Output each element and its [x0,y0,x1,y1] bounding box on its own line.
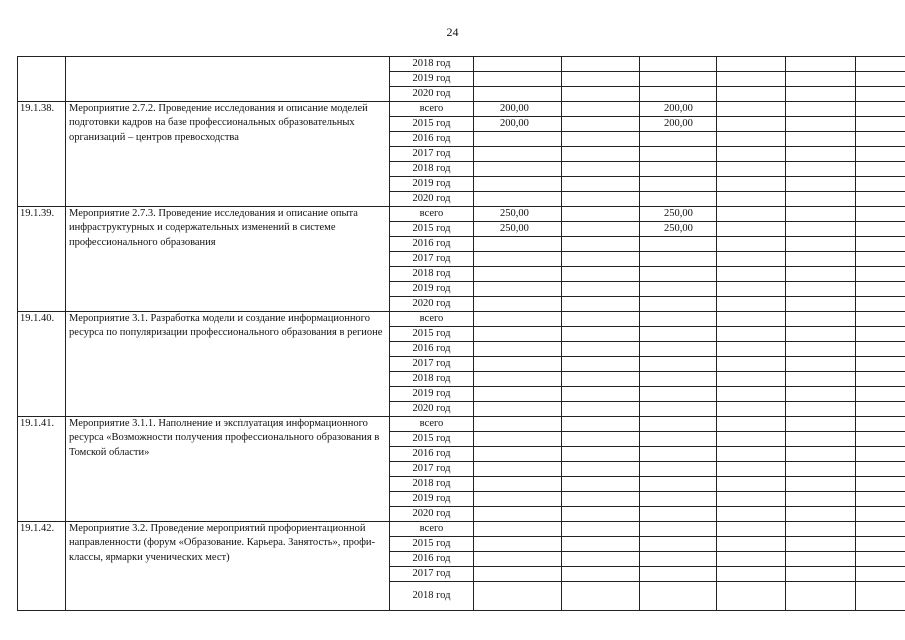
value-total [474,237,562,252]
value-cell-9 [856,177,905,192]
value-cell-7 [717,222,786,237]
continuation-row [18,57,905,72]
value-cell-9 [856,327,905,342]
year-cell: всего [390,102,474,117]
value-regional [640,507,717,522]
value-cell-7 [717,387,786,402]
value-cell-5 [562,342,640,357]
item-description: Мероприятие 3.1. Разработка модели и создание информационного ресурса по популяризации профессионального образования в регионе [66,312,390,417]
value-cell-5 [562,567,640,582]
value-regional [640,402,717,417]
value-regional [640,357,717,372]
value-cell-7 [717,522,786,537]
value-cell-9 [856,552,905,567]
value-total [474,432,562,447]
value-total [474,192,562,207]
value-cell-7 [717,342,786,357]
value-cell-7 [717,447,786,462]
value-cell-7 [717,87,786,102]
value-cell-5 [562,372,640,387]
item-description: Мероприятие 3.2. Проведение мероприятий профориентационной направленности (форум «Образование. Карьера. Занятость», профи-классы, ярмарки ученических мест) [66,522,390,611]
value-cell-7 [717,357,786,372]
value-cell-8 [786,432,856,447]
value-cell-9 [856,267,905,282]
value-regional: 250,00 [640,207,717,222]
value-cell-9 [856,117,905,132]
value-total [474,132,562,147]
year-cell: 2016 год [390,237,474,252]
year-cell: 2016 год [390,447,474,462]
value-cell-7 [717,132,786,147]
value-regional [640,147,717,162]
table-row [18,207,905,222]
year-cell: 2017 год [390,462,474,477]
value-total [474,252,562,267]
value-cell-9 [856,132,905,147]
table-row [18,102,905,117]
value-regional: 250,00 [640,222,717,237]
value-cell-9 [856,432,905,447]
value-cell-8 [786,522,856,537]
value-regional [640,447,717,462]
value-cell-9 [856,102,905,117]
value-cell-9 [856,492,905,507]
value-cell-7 [717,477,786,492]
table-row [18,522,905,537]
value-regional [640,387,717,402]
value-cell-8 [786,192,856,207]
value-cell-9 [856,417,905,432]
value-total [474,312,562,327]
value-total [474,372,562,387]
value-cell-8 [786,342,856,357]
value-cell-5 [562,57,640,72]
value-cell-5 [562,252,640,267]
value-cell-8 [786,372,856,387]
value-cell-5 [562,102,640,117]
value-cell-5 [562,312,640,327]
value-cell-9 [856,87,905,102]
value-total [474,447,562,462]
value-cell-5 [562,447,640,462]
year-cell: всего [390,312,474,327]
value-regional [640,192,717,207]
item-number: 19.1.38. [18,102,66,207]
year-cell: 2020 год [390,402,474,417]
value-cell-8 [786,327,856,342]
value-cell-7 [717,462,786,477]
value-cell-9 [856,462,905,477]
value-cell-9 [856,57,905,72]
value-cell-6 [640,57,717,72]
year-cell: 2018 год [390,477,474,492]
value-cell-7 [717,207,786,222]
value-cell-5 [562,222,640,237]
year-cell: всего [390,417,474,432]
value-cell-6 [640,87,717,102]
year-cell: 2018 год [390,372,474,387]
value-regional [640,477,717,492]
value-cell-5 [562,282,640,297]
year-cell: 2018 год [390,57,474,72]
item-number: 19.1.41. [18,417,66,522]
value-cell-8 [786,57,856,72]
year-cell: 2019 год [390,177,474,192]
year-cell: 2017 год [390,147,474,162]
value-cell-5 [562,492,640,507]
value-cell-5 [562,87,640,102]
value-cell-8 [786,72,856,87]
value-cell-8 [786,462,856,477]
item-description: Мероприятие 3.1.1. Наполнение и эксплуатация информационного ресурса «Возможности получения профессионального образования в Томской области» [66,417,390,522]
value-regional [640,312,717,327]
year-cell: 2018 год [390,267,474,282]
value-cell-4 [474,72,562,87]
value-total [474,552,562,567]
value-cell-5 [562,402,640,417]
year-cell: 2015 год [390,432,474,447]
value-cell-8 [786,102,856,117]
value-cell-8 [786,492,856,507]
year-cell: 2017 год [390,567,474,582]
item-number-cell [18,57,66,102]
value-regional [640,162,717,177]
value-cell-7 [717,552,786,567]
value-regional [640,582,717,611]
value-cell-5 [562,72,640,87]
value-regional [640,132,717,147]
year-cell: 2020 год [390,87,474,102]
year-cell: 2015 год [390,222,474,237]
value-regional [640,417,717,432]
year-cell: 2017 год [390,252,474,267]
value-total: 200,00 [474,102,562,117]
value-total [474,402,562,417]
value-cell-8 [786,567,856,582]
value-cell-9 [856,297,905,312]
value-cell-9 [856,567,905,582]
value-cell-5 [562,582,640,611]
value-cell-5 [562,192,640,207]
value-cell-7 [717,327,786,342]
value-cell-9 [856,192,905,207]
value-regional [640,372,717,387]
value-cell-9 [856,252,905,267]
value-cell-8 [786,237,856,252]
value-total [474,537,562,552]
value-cell-8 [786,267,856,282]
value-regional: 200,00 [640,117,717,132]
value-regional [640,267,717,282]
value-cell-5 [562,477,640,492]
value-cell-8 [786,252,856,267]
value-cell-7 [717,507,786,522]
value-regional [640,177,717,192]
value-total [474,387,562,402]
value-cell-8 [786,132,856,147]
value-cell-8 [786,87,856,102]
value-cell-5 [562,297,640,312]
value-cell-8 [786,387,856,402]
year-cell: 2020 год [390,507,474,522]
value-regional [640,327,717,342]
value-cell-8 [786,447,856,462]
value-cell-5 [562,507,640,522]
value-total: 250,00 [474,222,562,237]
year-cell: 2019 год [390,387,474,402]
value-cell-5 [562,417,640,432]
value-cell-9 [856,537,905,552]
year-cell: 2015 год [390,117,474,132]
value-total [474,522,562,537]
value-cell-7 [717,252,786,267]
value-cell-5 [562,207,640,222]
value-cell-9 [856,477,905,492]
value-cell-4 [474,57,562,72]
value-cell-8 [786,417,856,432]
value-cell-9 [856,222,905,237]
value-total [474,147,562,162]
table-body [18,57,905,611]
value-total: 250,00 [474,207,562,222]
value-cell-5 [562,537,640,552]
value-regional [640,237,717,252]
value-cell-9 [856,357,905,372]
value-cell-7 [717,297,786,312]
value-total [474,282,562,297]
value-cell-9 [856,147,905,162]
year-cell: 2017 год [390,357,474,372]
value-cell-7 [717,237,786,252]
value-cell-9 [856,387,905,402]
value-cell-7 [717,162,786,177]
value-cell-8 [786,402,856,417]
value-cell-7 [717,177,786,192]
year-cell: 2016 год [390,132,474,147]
year-cell: всего [390,207,474,222]
value-cell-8 [786,477,856,492]
value-cell-5 [562,117,640,132]
value-total [474,177,562,192]
value-cell-8 [786,147,856,162]
year-cell: 2018 год [390,162,474,177]
value-cell-8 [786,222,856,237]
value-regional: 200,00 [640,102,717,117]
value-total: 200,00 [474,117,562,132]
item-description: Мероприятие 2.7.2. Проведение исследования и описание моделей подготовки кадров на базе профессиональных образовательных организаций – центров превосходства [66,102,390,207]
year-cell: всего [390,522,474,537]
year-cell: 2018 год [390,582,474,611]
value-cell-9 [856,342,905,357]
value-cell-8 [786,507,856,522]
value-cell-8 [786,282,856,297]
value-cell-5 [562,237,640,252]
value-cell-9 [856,162,905,177]
value-regional [640,432,717,447]
value-total [474,357,562,372]
value-regional [640,252,717,267]
value-cell-9 [856,582,905,611]
value-cell-8 [786,312,856,327]
value-cell-5 [562,147,640,162]
table-row [18,312,905,327]
value-cell-7 [717,102,786,117]
value-cell-7 [717,282,786,297]
value-cell-7 [717,72,786,87]
value-cell-5 [562,552,640,567]
value-total [474,492,562,507]
value-cell-5 [562,267,640,282]
value-cell-5 [562,432,640,447]
year-cell: 2020 год [390,297,474,312]
value-regional [640,492,717,507]
value-cell-9 [856,447,905,462]
value-cell-7 [717,417,786,432]
value-regional [640,282,717,297]
value-cell-7 [717,492,786,507]
value-cell-5 [562,462,640,477]
value-cell-9 [856,237,905,252]
value-total [474,417,562,432]
value-cell-8 [786,297,856,312]
item-description-cell [66,57,390,102]
value-cell-7 [717,267,786,282]
value-total [474,477,562,492]
value-cell-7 [717,192,786,207]
year-cell: 2015 год [390,537,474,552]
value-cell-7 [717,567,786,582]
value-total [474,342,562,357]
value-cell-8 [786,162,856,177]
value-cell-5 [562,177,640,192]
value-regional [640,462,717,477]
page-number: 24 [446,25,459,39]
value-regional [640,552,717,567]
value-cell-7 [717,117,786,132]
value-cell-7 [717,312,786,327]
value-cell-7 [717,537,786,552]
value-cell-5 [562,357,640,372]
value-cell-5 [562,132,640,147]
value-total [474,582,562,611]
value-cell-5 [562,327,640,342]
value-cell-4 [474,87,562,102]
item-number: 19.1.40. [18,312,66,417]
value-cell-9 [856,312,905,327]
value-cell-5 [562,387,640,402]
value-cell-8 [786,357,856,372]
value-cell-8 [786,582,856,611]
year-cell: 2019 год [390,282,474,297]
value-cell-9 [856,402,905,417]
year-cell: 2016 год [390,552,474,567]
value-cell-8 [786,117,856,132]
value-cell-9 [856,207,905,222]
value-regional [640,522,717,537]
value-total [474,297,562,312]
value-regional [640,342,717,357]
value-total [474,267,562,282]
value-cell-5 [562,522,640,537]
table-row [18,417,905,432]
value-cell-8 [786,177,856,192]
value-total [474,567,562,582]
value-cell-6 [640,72,717,87]
value-cell-7 [717,402,786,417]
year-cell: 2019 год [390,492,474,507]
value-regional [640,297,717,312]
value-cell-9 [856,72,905,87]
value-cell-7 [717,147,786,162]
value-cell-8 [786,552,856,567]
value-regional [640,537,717,552]
value-total [474,162,562,177]
value-cell-9 [856,522,905,537]
value-cell-7 [717,582,786,611]
value-regional [640,567,717,582]
item-number: 19.1.39. [18,207,66,312]
value-cell-8 [786,207,856,222]
value-cell-9 [856,507,905,522]
value-cell-9 [856,372,905,387]
value-cell-7 [717,372,786,387]
value-cell-5 [562,162,640,177]
item-description: Мероприятие 2.7.3. Проведение исследования и описание опыта инфраструктурных и содержательных изменений в системе профессионального образования [66,207,390,312]
value-cell-7 [717,432,786,447]
year-cell: 2020 год [390,192,474,207]
value-total [474,462,562,477]
year-cell: 2016 год [390,342,474,357]
value-total [474,327,562,342]
value-cell-8 [786,537,856,552]
year-cell: 2019 год [390,72,474,87]
budget-table [17,56,905,611]
year-cell: 2015 год [390,327,474,342]
value-cell-9 [856,282,905,297]
value-total [474,507,562,522]
item-number: 19.1.42. [18,522,66,611]
value-cell-7 [717,57,786,72]
